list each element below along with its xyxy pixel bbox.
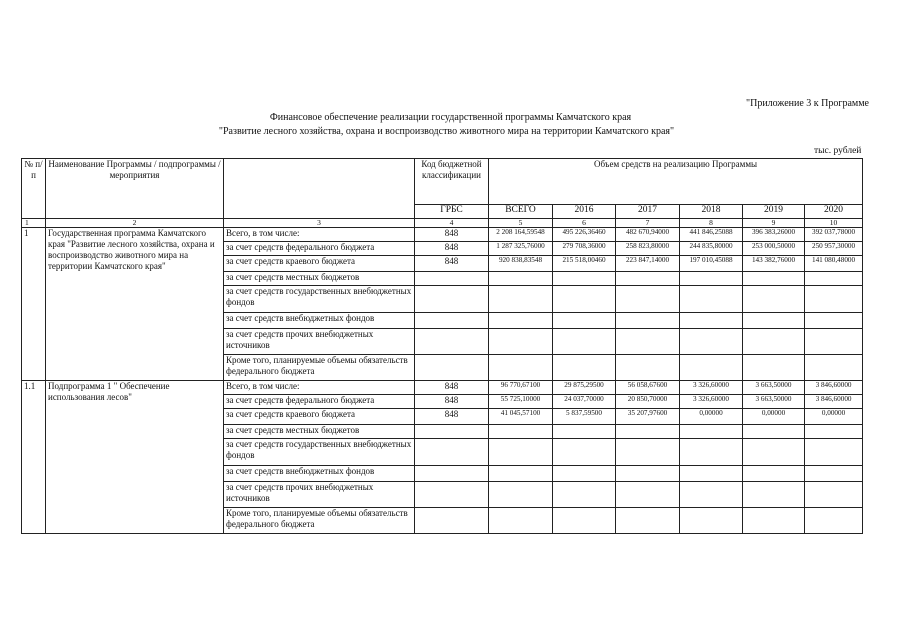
value-y2017 — [616, 508, 680, 534]
value-y2020: 3 846,60000 — [805, 395, 863, 409]
program-name: Подпрограмма 1 " Обеспечение использования лесов" — [46, 381, 224, 534]
funding-source: Кроме того, планируемые объемы обязательств федерального бюджета — [224, 355, 415, 381]
grbs-code: 848 — [415, 381, 489, 395]
value-y2020: 141 080,48000 — [805, 256, 863, 272]
value-y2020 — [805, 313, 863, 329]
column-number: 5 — [489, 219, 553, 228]
value-y2019: 0,00000 — [743, 409, 805, 425]
value-y2019 — [743, 286, 805, 313]
value-total — [489, 313, 553, 329]
value-y2019 — [743, 313, 805, 329]
value-y2020 — [805, 482, 863, 508]
header-grbs: ГРБС — [415, 205, 489, 219]
value-y2020 — [805, 329, 863, 355]
table-body — [22, 159, 863, 534]
value-y2018 — [680, 286, 743, 313]
value-y2016: 29 875,29500 — [553, 381, 616, 395]
grbs-code: 848 — [415, 228, 489, 242]
program-name: Государственная программа Камчатского края "Развитие лесного хозяйства, охрана и воспроизводство животного мира на территории Камчатского края" — [46, 228, 224, 381]
value-y2017: 223 847,14000 — [616, 256, 680, 272]
grbs-code — [415, 355, 489, 381]
value-total — [489, 425, 553, 439]
value-y2017 — [616, 466, 680, 482]
grbs-code — [415, 466, 489, 482]
column-number: 7 — [616, 219, 680, 228]
value-total: 41 045,57100 — [489, 409, 553, 425]
value-y2019 — [743, 466, 805, 482]
value-y2017: 482 670,94000 — [616, 228, 680, 242]
column-number: 4 — [415, 219, 489, 228]
value-total — [489, 439, 553, 466]
column-number: 3 — [224, 219, 415, 228]
column-number: 8 — [680, 219, 743, 228]
value-y2018: 244 835,80000 — [680, 242, 743, 256]
value-y2019 — [743, 329, 805, 355]
funding-source: за счет средств краевого бюджета — [224, 256, 415, 272]
value-y2017 — [616, 439, 680, 466]
grbs-code — [415, 313, 489, 329]
value-y2019: 3 663,50000 — [743, 381, 805, 395]
value-total — [489, 272, 553, 286]
value-y2020 — [805, 425, 863, 439]
value-y2019 — [743, 425, 805, 439]
value-y2020 — [805, 355, 863, 381]
value-y2016 — [553, 355, 616, 381]
value-total: 1 287 325,76000 — [489, 242, 553, 256]
funding-source: за счет средств краевого бюджета — [224, 409, 415, 425]
header-2016: 2016 — [553, 205, 616, 219]
funding-source: за счет средств федерального бюджета — [224, 395, 415, 409]
value-total: 55 725,10000 — [489, 395, 553, 409]
value-y2017 — [616, 313, 680, 329]
grbs-code: 848 — [415, 242, 489, 256]
value-y2016 — [553, 286, 616, 313]
value-y2020 — [805, 272, 863, 286]
value-y2019: 143 382,76000 — [743, 256, 805, 272]
value-total — [489, 355, 553, 381]
value-total: 2 208 164,59548 — [489, 228, 553, 242]
value-y2017: 20 850,70000 — [616, 395, 680, 409]
document-title-line-1: Финансовое обеспечение реализации государственной программы Камчатского края — [269, 112, 632, 123]
value-y2020 — [805, 466, 863, 482]
value-y2018: 3 326,60000 — [680, 395, 743, 409]
value-y2016 — [553, 425, 616, 439]
value-y2020 — [805, 439, 863, 466]
value-y2017 — [616, 425, 680, 439]
grbs-code — [415, 286, 489, 313]
value-y2016 — [553, 313, 616, 329]
funding-source: за счет средств государственных внебюджетных фондов — [224, 439, 415, 466]
value-y2016: 5 837,59500 — [553, 409, 616, 425]
value-y2016 — [553, 272, 616, 286]
header-2019: 2019 — [743, 205, 805, 219]
document-title-line-2: "Развитие лесного хозяйства, охрана и воспроизводство животного мира на территории Камчатского края" — [218, 126, 675, 137]
value-y2018 — [680, 439, 743, 466]
grbs-code — [415, 425, 489, 439]
grbs-code — [415, 508, 489, 534]
row-number: 1.1 — [22, 381, 46, 534]
value-y2017: 56 058,67600 — [616, 381, 680, 395]
header-2020: 2020 — [805, 205, 863, 219]
value-total — [489, 482, 553, 508]
value-y2020: 250 957,30000 — [805, 242, 863, 256]
value-y2019 — [743, 272, 805, 286]
funding-source: за счет средств местных бюджетов — [224, 272, 415, 286]
value-y2019: 253 000,50000 — [743, 242, 805, 256]
value-y2019 — [743, 482, 805, 508]
header-num: № п/п — [22, 159, 46, 219]
grbs-code — [415, 439, 489, 466]
column-number: 9 — [743, 219, 805, 228]
header-row — [22, 159, 863, 205]
value-y2020: 3 846,60000 — [805, 381, 863, 395]
units-label: тыс. рублей — [814, 146, 862, 156]
value-y2016 — [553, 482, 616, 508]
value-y2020 — [805, 508, 863, 534]
value-y2018: 197 010,45088 — [680, 256, 743, 272]
financing-table — [21, 158, 863, 534]
column-number: 2 — [46, 219, 224, 228]
grbs-code: 848 — [415, 395, 489, 409]
value-y2016: 215 518,00460 — [553, 256, 616, 272]
value-y2016: 495 226,36460 — [553, 228, 616, 242]
value-y2019: 3 663,50000 — [743, 395, 805, 409]
header-2017: 2017 — [616, 205, 680, 219]
value-y2019 — [743, 439, 805, 466]
appendix-label: "Приложение 3 к Программе — [746, 98, 869, 109]
grbs-code — [415, 482, 489, 508]
value-y2018: 441 846,25088 — [680, 228, 743, 242]
value-y2018 — [680, 329, 743, 355]
value-total: 96 770,67100 — [489, 381, 553, 395]
funding-source: за счет средств прочих внебюджетных источников — [224, 482, 415, 508]
funding-source: за счет средств внебюджетных фондов — [224, 466, 415, 482]
row-number: 1 — [22, 228, 46, 381]
value-y2016: 279 708,36000 — [553, 242, 616, 256]
value-total — [489, 466, 553, 482]
value-y2017 — [616, 272, 680, 286]
value-y2016: 24 037,70000 — [553, 395, 616, 409]
value-y2017: 35 207,97600 — [616, 409, 680, 425]
value-y2016 — [553, 329, 616, 355]
table-row — [22, 381, 863, 395]
column-numbers-row — [22, 219, 863, 228]
table-row — [22, 228, 863, 242]
value-y2018 — [680, 425, 743, 439]
value-total — [489, 286, 553, 313]
header-volume: Объем средств на реализацию Программы — [489, 159, 863, 205]
value-y2018: 3 326,60000 — [680, 381, 743, 395]
column-number: 1 — [22, 219, 46, 228]
funding-source: Всего, в том числе: — [224, 228, 415, 242]
value-y2018 — [680, 355, 743, 381]
funding-source: Кроме того, планируемые объемы обязательств федерального бюджета — [224, 508, 415, 534]
grbs-code: 848 — [415, 256, 489, 272]
value-y2016 — [553, 439, 616, 466]
value-y2018 — [680, 508, 743, 534]
grbs-code — [415, 329, 489, 355]
value-y2019: 396 383,26000 — [743, 228, 805, 242]
funding-source: за счет средств прочих внебюджетных источников — [224, 329, 415, 355]
value-y2020 — [805, 286, 863, 313]
funding-source: за счет средств местных бюджетов — [224, 425, 415, 439]
funding-source: за счет средств внебюджетных фондов — [224, 313, 415, 329]
value-y2019 — [743, 355, 805, 381]
value-y2018: 0,00000 — [680, 409, 743, 425]
value-total — [489, 508, 553, 534]
funding-source: Всего, в том числе: — [224, 381, 415, 395]
header-source-blank — [224, 159, 415, 219]
funding-source: за счет средств государственных внебюджетных фондов — [224, 286, 415, 313]
grbs-code: 848 — [415, 409, 489, 425]
value-y2018 — [680, 466, 743, 482]
funding-source: за счет средств федерального бюджета — [224, 242, 415, 256]
header-total: ВСЕГО — [489, 205, 553, 219]
value-y2018 — [680, 272, 743, 286]
value-y2017: 258 823,80000 — [616, 242, 680, 256]
value-y2020: 0,00000 — [805, 409, 863, 425]
value-y2018 — [680, 482, 743, 508]
header-code: Код бюджетной классификации — [415, 159, 489, 205]
header-name: Наименование Программы / подпрограммы / мероприятия — [46, 159, 224, 219]
value-y2016 — [553, 466, 616, 482]
header-2018: 2018 — [680, 205, 743, 219]
value-y2018 — [680, 313, 743, 329]
grbs-code — [415, 272, 489, 286]
value-y2017 — [616, 482, 680, 508]
value-y2019 — [743, 508, 805, 534]
column-number: 10 — [805, 219, 863, 228]
value-y2020: 392 037,78000 — [805, 228, 863, 242]
value-total — [489, 329, 553, 355]
value-total: 920 838,83548 — [489, 256, 553, 272]
value-y2017 — [616, 329, 680, 355]
value-y2016 — [553, 508, 616, 534]
value-y2017 — [616, 286, 680, 313]
column-number: 6 — [553, 219, 616, 228]
value-y2017 — [616, 355, 680, 381]
